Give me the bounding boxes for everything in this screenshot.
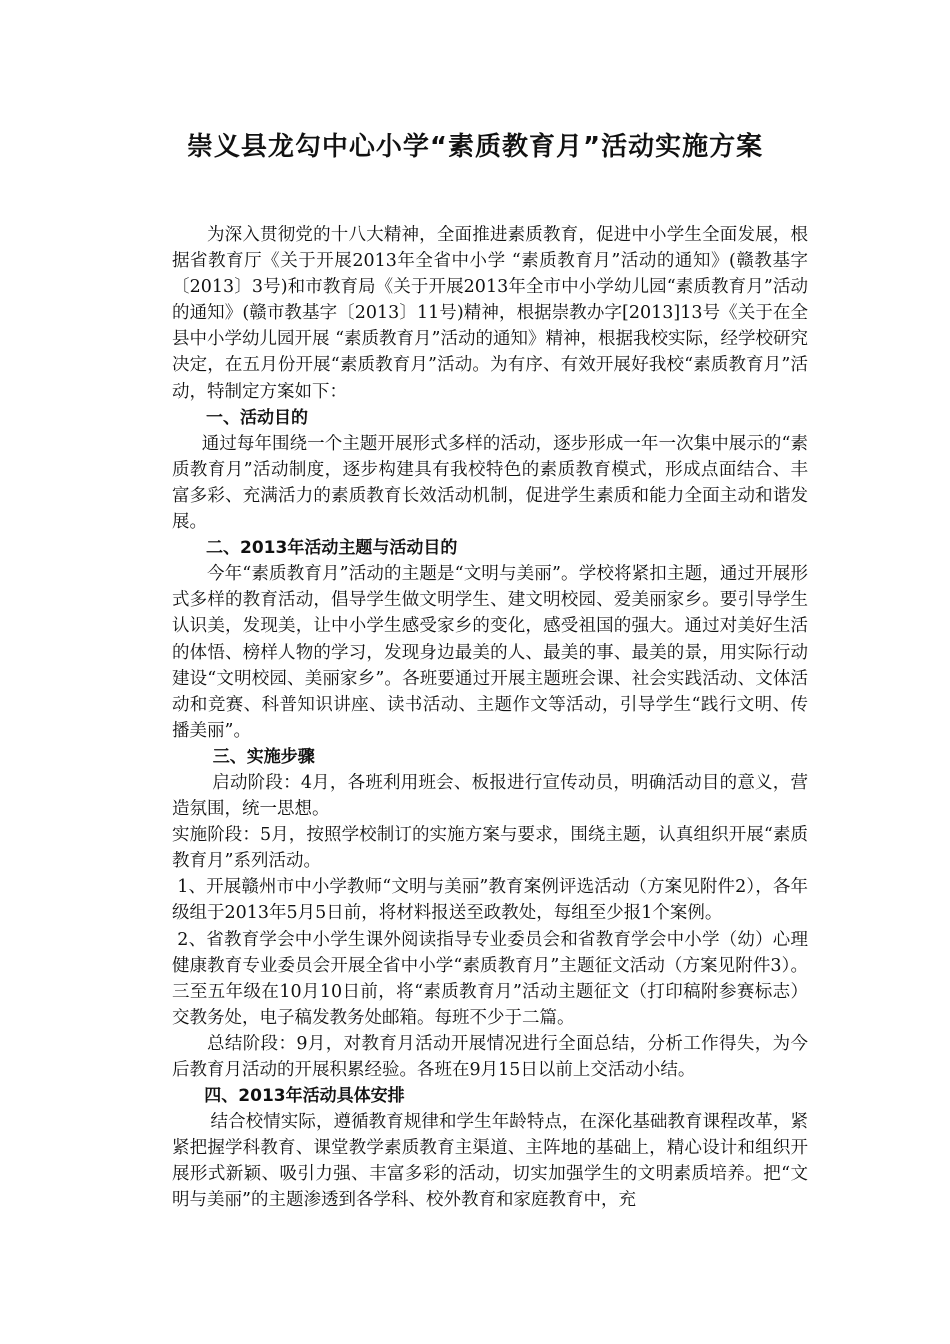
section-heading: 三、实施步骤 [212, 746, 315, 767]
body-paragraph: 通过每年围绕一个主题开展形式多样的活动，逐步形成一年一次集中展示的“素质教育月”活动制度，逐步构建具有我校特色的素质教育模式，形成点面结合、丰富多彩、充满活力的素质教育长效活动机制，促进学生素质和能力全面主动和谐发展。 [172, 433, 808, 533]
section-heading: 二、2013年活动主题与活动目的 [206, 538, 458, 559]
section-heading: 四、2013年活动具体安排 [204, 1086, 405, 1107]
body-paragraph: 总结阶段：9月，对教育月活动开展情况进行全面总结，分析工作得失，为今后教育月活动的开展积累经验。各班在9月15日以前上交活动小结。 [172, 1033, 808, 1080]
body-paragraph: 启动阶段：4月，各班利用班会、板报进行宣传动员，明确活动目的意义，营造氛围，统一思想。 [172, 772, 808, 820]
body-paragraph: 为深入贯彻党的十八大精神，全面推进素质教育，促进中小学生全面发展，根据省教育厅《关于开展2013年全省中小学 “素质教育月”活动的通知》(赣教基字〔2013〕3号)和市教育局《关于开展2013年全市中小学幼儿园“素质教育月”活动的通知》(赣市教基字〔2013〕11号)精神，根据崇教办字[2013]13号《关于在全县中小学幼儿园开展 “素质教育月”活动的通知》精神，根据我校实际，经学校研究决定，在五月份开展“素质教育月”活动。为有序、有效开展好我校“素质教育月”活动，特制定方案如下： [172, 225, 808, 402]
section-heading: 一、活动目的 [206, 407, 308, 428]
document-body [172, 222, 808, 1214]
body-paragraph: 今年“素质教育月”活动的主题是“文明与美丽”。学校将紧扣主题，通过开展形式多样的教育活动，倡导学生做文明学生、建文明校园、爱美丽家乡。要引导学生认识美，发现美，让中小学生感受家乡的变化，感受祖国的强大。通过对美好生活的体悟、榜样人物的学习，发现身边最美的人、最美的事、最美的景，用实际行动建设“文明校园、美丽家乡”。各班要通过开展主题班会课、社会实践活动、文体活动和竞赛、科普知识讲座、读书活动、主题作文等活动，引导学生“践行文明、传播美丽”。 [172, 564, 808, 741]
body-paragraph: 2、省教育学会中小学生课外阅读指导专业委员会和省教育学会中小学（幼）心理健康教育专业委员会开展全省中小学“素质教育月”主题征文活动（方案见附件3）。三至五年级在10月10日前，将“素质教育月”活动主题征文（打印稿附参赛标志）交教务处，电子稿发教务处邮箱。每班不少于二篇。 [172, 929, 808, 1028]
body-paragraph: 结合校情实际，遵循教育规律和学生年龄特点，在深化基础教育课程改革，紧紧把握学科教育、课堂教学素质教育主渠道、主阵地的基础上，精心设计和组织开展形式新颖、吸引力强、丰富多彩的活动，切实加强学生的文明素质培养。把“文明与美丽”的主题渗透到各学科、校外教育和家庭教育中，充 [172, 1112, 808, 1211]
body-paragraph: 1、开展赣州市中小学教师“文明与美丽”教育案例评选活动（方案见附件2），各年级组于2013年5月5日前，将材料报送至政教处，每组至少报1个案例。 [172, 877, 808, 924]
body-paragraph: 实施阶段：5月，按照学校制订的实施方案与要求，围绕主题，认真组织开展“素质教育月”系列活动。 [172, 825, 808, 872]
document-title: 崇义县龙勾中心小学“素质教育月”活动实施方案 [186, 132, 764, 162]
